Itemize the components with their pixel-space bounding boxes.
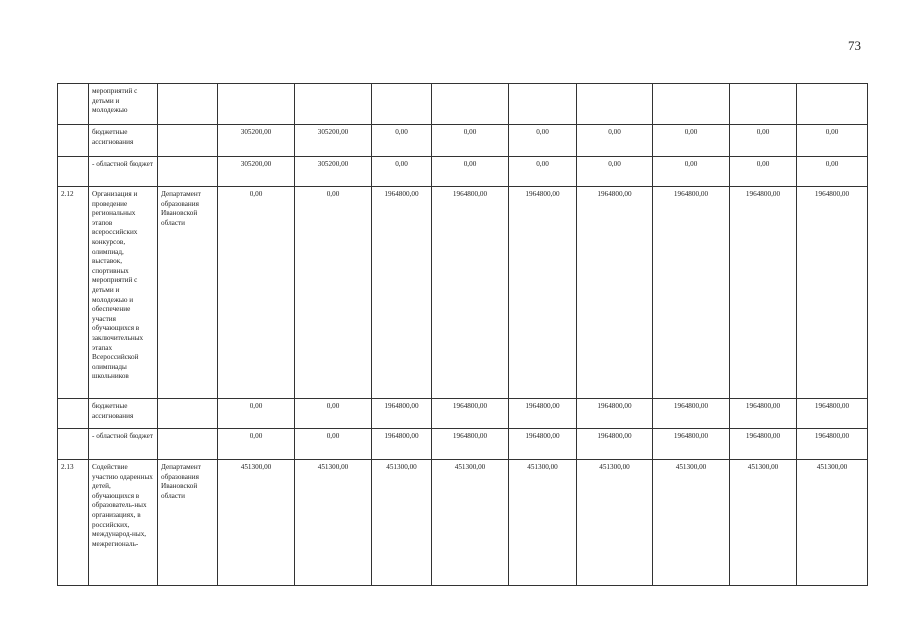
value-cell: 0,00 xyxy=(432,125,509,157)
value-cell: 0,00 xyxy=(730,125,797,157)
value-cell: 1964800,00 xyxy=(432,187,509,399)
table-row xyxy=(58,157,868,187)
value-cell: 1964800,00 xyxy=(797,187,868,399)
value-cell xyxy=(218,84,295,125)
value-cell xyxy=(295,84,372,125)
page-number: 73 xyxy=(848,38,861,53)
table-row xyxy=(58,187,868,399)
table-row xyxy=(58,399,868,429)
activity-name-cell: Организация и проведение региональных этапов всероссийских конкурсов, олимпиад, выставок, спортивных мероприятий с детьми и молодежью и обеспечение участия обучающихся в заключительных этапах Всероссийской олимпиады школьников xyxy=(89,187,158,399)
value-cell: 305200,00 xyxy=(295,157,372,187)
value-cell xyxy=(577,84,653,125)
activity-name-cell: бюджетные ассигнования xyxy=(89,399,158,429)
row-number-cell xyxy=(58,399,89,429)
executor-cell xyxy=(158,125,218,157)
value-cell: 1964800,00 xyxy=(372,429,432,460)
activity-name-cell: - областной бюджет xyxy=(89,157,158,187)
executor-cell: Департамент образования Ивановской области xyxy=(158,187,218,399)
activity-name-cell: мероприятий с детьми и молодежью xyxy=(89,84,158,125)
value-cell: 1964800,00 xyxy=(730,187,797,399)
value-cell: 451300,00 xyxy=(653,460,730,586)
value-cell xyxy=(730,84,797,125)
value-cell: 1964800,00 xyxy=(730,429,797,460)
value-cell: 1964800,00 xyxy=(797,429,868,460)
executor-cell xyxy=(158,157,218,187)
value-cell: 0,00 xyxy=(295,187,372,399)
value-cell: 0,00 xyxy=(372,125,432,157)
table-row xyxy=(58,460,868,586)
executor-cell xyxy=(158,429,218,460)
row-number-cell xyxy=(58,157,89,187)
value-cell: 451300,00 xyxy=(577,460,653,586)
value-cell xyxy=(653,84,730,125)
value-cell: 1964800,00 xyxy=(432,399,509,429)
value-cell: 0,00 xyxy=(797,157,868,187)
value-cell: 305200,00 xyxy=(218,125,295,157)
value-cell: 1964800,00 xyxy=(509,399,577,429)
activity-name-cell: Содействие участию одаренных детей, обучающихся в образователь-ных организациях, в российских, международ-ных, межрегиональ- xyxy=(89,460,158,586)
value-cell: 0,00 xyxy=(218,187,295,399)
value-cell: 0,00 xyxy=(218,399,295,429)
value-cell: 0,00 xyxy=(432,157,509,187)
table-row xyxy=(58,84,868,125)
value-cell: 305200,00 xyxy=(295,125,372,157)
table-row xyxy=(58,125,868,157)
value-cell xyxy=(372,84,432,125)
value-cell: 0,00 xyxy=(577,125,653,157)
value-cell: 0,00 xyxy=(653,157,730,187)
value-cell: 305200,00 xyxy=(218,157,295,187)
table-row xyxy=(58,429,868,460)
activity-name-cell: бюджетные ассигнования xyxy=(89,125,158,157)
value-cell: 451300,00 xyxy=(797,460,868,586)
value-cell: 0,00 xyxy=(577,157,653,187)
value-cell: 1964800,00 xyxy=(577,399,653,429)
value-cell: 0,00 xyxy=(372,157,432,187)
value-cell: 1964800,00 xyxy=(509,187,577,399)
value-cell: 1964800,00 xyxy=(509,429,577,460)
value-cell: 0,00 xyxy=(509,125,577,157)
executor-cell xyxy=(158,399,218,429)
value-cell: 1964800,00 xyxy=(577,187,653,399)
executor-cell: Департамент образования Ивановской области xyxy=(158,460,218,586)
value-cell: 1964800,00 xyxy=(730,399,797,429)
value-cell: 1964800,00 xyxy=(577,429,653,460)
value-cell: 0,00 xyxy=(295,399,372,429)
value-cell: 451300,00 xyxy=(372,460,432,586)
value-cell: 0,00 xyxy=(653,125,730,157)
value-cell: 451300,00 xyxy=(730,460,797,586)
executor-cell xyxy=(158,84,218,125)
value-cell xyxy=(509,84,577,125)
row-number-cell: 2.13 xyxy=(58,460,89,586)
value-cell: 0,00 xyxy=(218,429,295,460)
value-cell: 451300,00 xyxy=(295,460,372,586)
activity-name-cell: - областной бюджет xyxy=(89,429,158,460)
value-cell: 1964800,00 xyxy=(797,399,868,429)
value-cell: 0,00 xyxy=(730,157,797,187)
value-cell xyxy=(797,84,868,125)
value-cell xyxy=(432,84,509,125)
value-cell: 0,00 xyxy=(797,125,868,157)
value-cell: 1964800,00 xyxy=(372,187,432,399)
value-cell: 1964800,00 xyxy=(653,187,730,399)
value-cell: 0,00 xyxy=(509,157,577,187)
value-cell: 1964800,00 xyxy=(432,429,509,460)
row-number-cell xyxy=(58,125,89,157)
budget-table xyxy=(57,83,868,586)
value-cell: 451300,00 xyxy=(432,460,509,586)
row-number-cell xyxy=(58,429,89,460)
row-number-cell xyxy=(58,84,89,125)
row-number-cell: 2.12 xyxy=(58,187,89,399)
value-cell: 451300,00 xyxy=(218,460,295,586)
value-cell: 0,00 xyxy=(295,429,372,460)
value-cell: 1964800,00 xyxy=(653,399,730,429)
value-cell: 1964800,00 xyxy=(653,429,730,460)
value-cell: 1964800,00 xyxy=(372,399,432,429)
value-cell: 451300,00 xyxy=(509,460,577,586)
